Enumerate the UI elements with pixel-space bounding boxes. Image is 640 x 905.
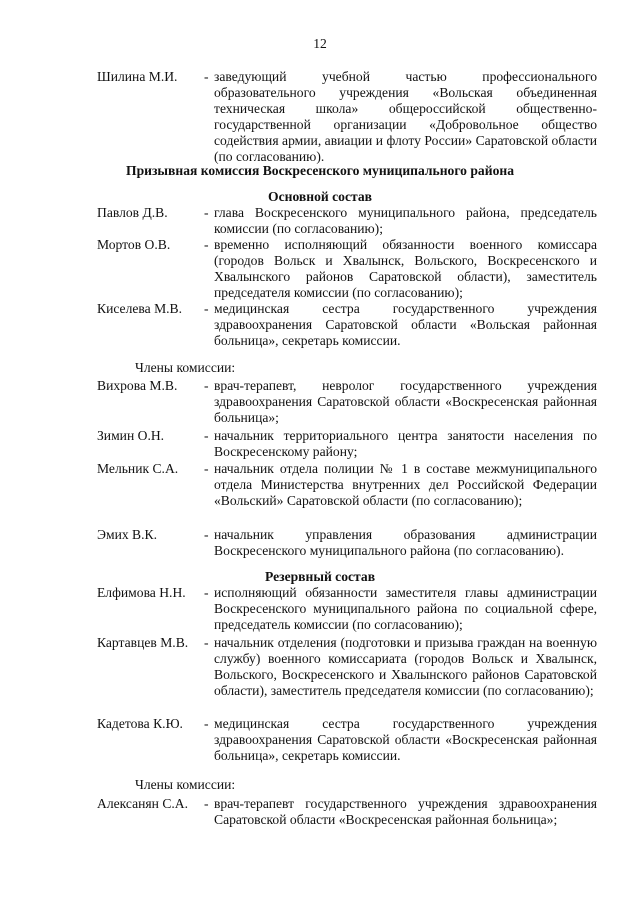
person-name: Картавцев М.В. xyxy=(97,635,189,650)
person-name: Киселева М.В. xyxy=(97,301,183,316)
person-name: Кадетова К.Ю. xyxy=(97,716,183,731)
person-entry xyxy=(97,237,597,301)
dash: - xyxy=(204,237,209,252)
dash: - xyxy=(204,69,209,84)
person-entry xyxy=(97,796,597,828)
person-position: начальник отдела полиции № 1 в составе межмуниципального отдела Министерства внутренних дел Российской Федерации «Вольский» Саратовской области (по согласованию); xyxy=(214,461,597,508)
person-position: врач-терапевт государственного учреждения здравоохранения Саратовской области «Воскресенская районная больница»; xyxy=(214,796,597,827)
dash: - xyxy=(204,461,209,476)
dash: - xyxy=(204,378,209,393)
members-label: Члены комиссии: xyxy=(135,777,236,792)
dash: - xyxy=(204,205,209,220)
person-entry xyxy=(97,301,597,349)
person-name: Мортов О.В. xyxy=(97,237,171,252)
person-entry xyxy=(97,716,597,764)
person-name: Павлов Д.В. xyxy=(97,205,168,220)
person-name: Зимин О.Н. xyxy=(97,428,165,443)
person-name: Мельник С.А. xyxy=(97,461,179,476)
dash: - xyxy=(204,527,209,542)
dash: - xyxy=(204,301,209,316)
main-composition-heading: Основной состав xyxy=(268,189,372,204)
person-entry xyxy=(97,527,597,559)
commission-title: Призывная комиссия Воскресенского муниципального района xyxy=(126,163,514,178)
person-position: врач-терапевт, невролог государственного учреждения здравоохранения Саратовской области «Воскресенская районная больница»; xyxy=(214,378,597,425)
dash: - xyxy=(204,635,209,650)
person-position: начальник территориального центра занятости населения по Воскресенскому району; xyxy=(214,428,597,459)
dash: - xyxy=(204,716,209,731)
person-entry xyxy=(97,428,597,460)
person-entry xyxy=(97,69,597,165)
person-position: начальник отделения (подготовки и призыва граждан на военную службу) военного комиссариата (городов Вольск и Хвалынск, Вольского, Воскресенского и Хвалынского районов Саратовской области), заместитель председателя комиссии (по согласованию); xyxy=(214,635,597,698)
person-entry xyxy=(97,205,597,237)
person-entry xyxy=(97,585,597,633)
person-position: временно исполняющий обязанности военного комиссара (городов Вольск и Хвалынск, Вольского, Воскресенского и Хвалынского районов Саратовской области), заместитель председателя комиссии (по согласованию); xyxy=(214,237,597,300)
members-label: Члены комиссии: xyxy=(135,360,236,375)
person-name: Елфимова Н.Н. xyxy=(97,585,186,600)
person-position: глава Воскресенского муниципального района, председатель комиссии (по согласованию); xyxy=(214,205,597,236)
dash: - xyxy=(204,585,209,600)
person-name: Шилина М.И. xyxy=(97,69,178,84)
person-position: исполняющий обязанности заместителя главы администрации Воскресенского муниципального района по социальной сфере, председатель комиссии (по согласованию); xyxy=(214,585,597,632)
dash: - xyxy=(204,796,209,811)
person-position: медицинская сестра государственного учреждения здравоохранения Саратовской области «Воскресенская районная больница», секретарь комиссии. xyxy=(214,716,597,763)
person-name: Эмих В.К. xyxy=(97,527,157,542)
person-position: заведующий учебной частью профессионального образовательного учреждения «Вольская объединенная техническая школа» общероссийской общественно-государственной организации «Добровольное общество содействия армии, авиации и флоту России» Саратовской области (по согласованию). xyxy=(214,69,597,164)
person-position: медицинская сестра государственного учреждения здравоохранения Саратовской области «Вольская районная больница», секретарь комиссии. xyxy=(214,301,597,348)
reserve-composition-heading: Резервный состав xyxy=(264,569,376,584)
person-entry xyxy=(97,461,597,509)
dash: - xyxy=(204,428,209,443)
person-name: Алексанян С.А. xyxy=(97,796,189,811)
person-entry xyxy=(97,635,597,699)
person-position: начальник управления образования администрации Воскресенского муниципального района (по согласованию). xyxy=(214,527,597,558)
person-name: Вихрова М.В. xyxy=(97,378,178,393)
person-entry xyxy=(97,378,597,426)
page-number: 12 xyxy=(313,36,327,51)
